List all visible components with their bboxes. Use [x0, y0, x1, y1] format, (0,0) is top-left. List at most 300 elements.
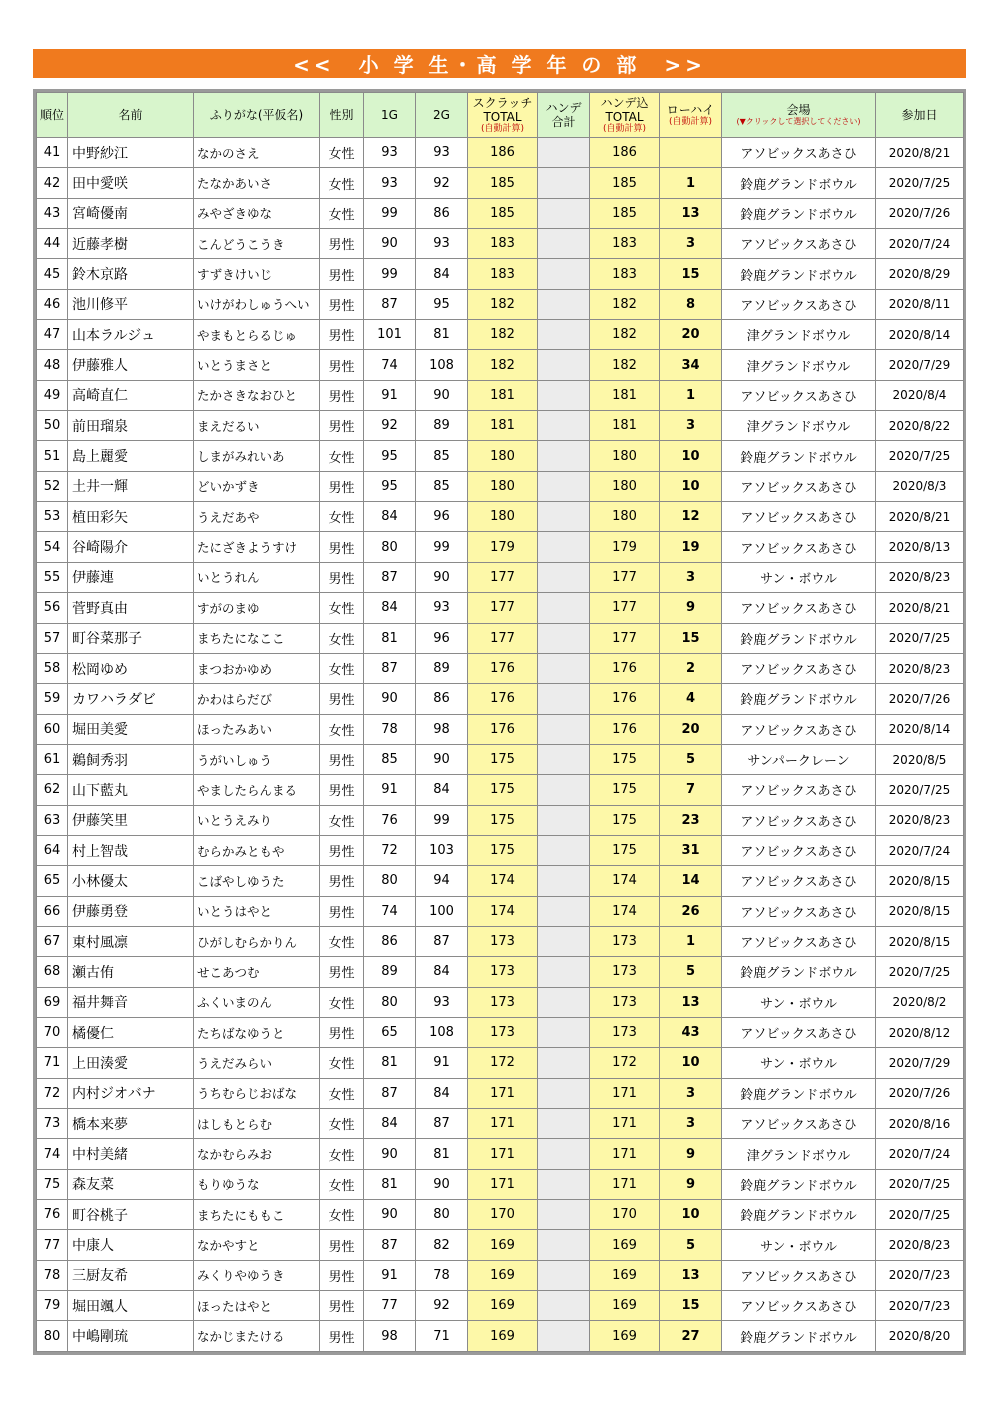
cell-lowhigh: 1	[660, 380, 722, 410]
cell-game2: 84	[416, 775, 468, 805]
cell-venue[interactable]: アソビックスあさひ	[722, 805, 876, 835]
cell-gender: 男性	[320, 411, 364, 441]
cell-venue[interactable]: 鈴鹿グランドボウル	[722, 441, 876, 471]
cell-handicap-total: 171	[590, 1078, 660, 1108]
cell-rank: 73	[37, 1109, 68, 1139]
cell-name: 町谷菜那子	[68, 623, 194, 653]
cell-rank: 60	[37, 714, 68, 744]
cell-game1: 93	[364, 138, 416, 168]
cell-venue[interactable]: 鈴鹿グランドボウル	[722, 1200, 876, 1230]
cell-handicap	[538, 744, 590, 774]
cell-name: 小林優太	[68, 866, 194, 896]
cell-gender: 男性	[320, 1260, 364, 1290]
cell-rank: 68	[37, 957, 68, 987]
cell-venue[interactable]: 津グランドボウル	[722, 411, 876, 441]
cell-rank: 77	[37, 1230, 68, 1260]
cell-rank: 80	[37, 1321, 68, 1351]
table-row	[37, 805, 964, 835]
cell-game1: 87	[364, 562, 416, 592]
cell-date: 2020/8/23	[876, 653, 964, 683]
header-game1: 1G	[364, 93, 416, 138]
table-row	[37, 957, 964, 987]
cell-scratch-total: 172	[468, 1048, 538, 1078]
cell-game1: 95	[364, 441, 416, 471]
cell-handicap	[538, 320, 590, 350]
cell-handicap-total: 180	[590, 471, 660, 501]
cell-scratch-total: 185	[468, 168, 538, 198]
cell-gender: 男性	[320, 1321, 364, 1351]
cell-handicap	[538, 1048, 590, 1078]
cell-scratch-total: 171	[468, 1169, 538, 1199]
cell-game2: 90	[416, 744, 468, 774]
cell-name: カワハラダビ	[68, 684, 194, 714]
cell-game2: 108	[416, 1017, 468, 1047]
cell-handicap-total: 172	[590, 1048, 660, 1078]
cell-venue[interactable]: アソビックスあさひ	[722, 714, 876, 744]
cell-furigana: なかじまたける	[194, 1321, 320, 1351]
cell-scratch-total: 173	[468, 1017, 538, 1047]
cell-game1: 74	[364, 350, 416, 380]
table-row	[37, 775, 964, 805]
cell-name: 村上智哉	[68, 835, 194, 865]
cell-venue[interactable]: アソビックスあさひ	[722, 1017, 876, 1047]
cell-venue[interactable]: アソビックスあさひ	[722, 532, 876, 562]
cell-lowhigh	[660, 138, 722, 168]
cell-handicap-total: 176	[590, 714, 660, 744]
cell-venue[interactable]: アソビックスあさひ	[722, 289, 876, 319]
table-row	[37, 138, 964, 168]
cell-furigana: ほったはやと	[194, 1291, 320, 1321]
cell-scratch-total: 171	[468, 1109, 538, 1139]
cell-scratch-total: 182	[468, 350, 538, 380]
cell-scratch-total: 180	[468, 502, 538, 532]
cell-date: 2020/8/16	[876, 1109, 964, 1139]
cell-lowhigh: 12	[660, 502, 722, 532]
table-row	[37, 1078, 964, 1108]
cell-game2: 86	[416, 198, 468, 228]
table-row	[37, 1230, 964, 1260]
cell-venue[interactable]: アソビックスあさひ	[722, 835, 876, 865]
cell-handicap	[538, 1017, 590, 1047]
cell-handicap	[538, 805, 590, 835]
cell-scratch-total: 174	[468, 866, 538, 896]
cell-furigana: たかさきなおひと	[194, 380, 320, 410]
cell-venue[interactable]: 鈴鹿グランドボウル	[722, 623, 876, 653]
cell-gender: 男性	[320, 229, 364, 259]
cell-rank: 78	[37, 1260, 68, 1290]
cell-handicap-total: 177	[590, 593, 660, 623]
cell-scratch-total: 176	[468, 714, 538, 744]
cell-lowhigh: 3	[660, 411, 722, 441]
cell-game1: 84	[364, 593, 416, 623]
cell-handicap-total: 169	[590, 1260, 660, 1290]
cell-gender: 女性	[320, 926, 364, 956]
cell-name: 瀬古侑	[68, 957, 194, 987]
cell-game2: 96	[416, 502, 468, 532]
cell-gender: 男性	[320, 259, 364, 289]
cell-gender: 男性	[320, 1017, 364, 1047]
cell-furigana: いとうえみり	[194, 805, 320, 835]
cell-lowhigh: 31	[660, 835, 722, 865]
table-row	[37, 684, 964, 714]
cell-furigana: うえだあや	[194, 502, 320, 532]
cell-handicap-total: 173	[590, 957, 660, 987]
cell-venue[interactable]: サン・ボウル	[722, 1230, 876, 1260]
cell-handicap-total: 173	[590, 926, 660, 956]
table-row	[37, 623, 964, 653]
cell-gender: 男性	[320, 896, 364, 926]
cell-scratch-total: 175	[468, 805, 538, 835]
cell-lowhigh: 9	[660, 1139, 722, 1169]
cell-date: 2020/7/26	[876, 198, 964, 228]
cell-venue[interactable]: アソビックスあさひ	[722, 896, 876, 926]
cell-venue[interactable]: 鈴鹿グランドボウル	[722, 957, 876, 987]
cell-scratch-total: 176	[468, 684, 538, 714]
table-row	[37, 1321, 964, 1351]
cell-venue[interactable]: 鈴鹿グランドボウル	[722, 1321, 876, 1351]
cell-rank: 59	[37, 684, 68, 714]
header-venue-note: (▼クリックして選択してください)	[736, 117, 861, 126]
cell-venue[interactable]: 鈴鹿グランドボウル	[722, 198, 876, 228]
cell-date: 2020/8/14	[876, 714, 964, 744]
cell-scratch-total: 177	[468, 623, 538, 653]
cell-name: 中嶋剛琉	[68, 1321, 194, 1351]
cell-game1: 91	[364, 380, 416, 410]
cell-furigana: まちたにももこ	[194, 1200, 320, 1230]
cell-furigana: うちむらじおばな	[194, 1078, 320, 1108]
cell-handicap	[538, 866, 590, 896]
cell-handicap	[538, 1321, 590, 1351]
cell-venue[interactable]: アソビックスあさひ	[722, 380, 876, 410]
cell-lowhigh: 2	[660, 653, 722, 683]
cell-game1: 81	[364, 1048, 416, 1078]
cell-venue[interactable]: サン・ボウル	[722, 1048, 876, 1078]
cell-venue[interactable]: サンパークレーン	[722, 744, 876, 774]
cell-lowhigh: 13	[660, 198, 722, 228]
cell-name: 三厨友希	[68, 1260, 194, 1290]
cell-lowhigh: 10	[660, 471, 722, 501]
table-row	[37, 562, 964, 592]
cell-date: 2020/7/24	[876, 835, 964, 865]
cell-name: 伊藤雅人	[68, 350, 194, 380]
cell-game2: 85	[416, 441, 468, 471]
cell-lowhigh: 13	[660, 1260, 722, 1290]
table-row	[37, 380, 964, 410]
cell-venue[interactable]: アソビックスあさひ	[722, 653, 876, 683]
cell-lowhigh: 26	[660, 896, 722, 926]
cell-game1: 90	[364, 1200, 416, 1230]
cell-venue[interactable]: 津グランドボウル	[722, 350, 876, 380]
cell-handicap-total: 177	[590, 623, 660, 653]
cell-lowhigh: 10	[660, 1200, 722, 1230]
cell-gender: 男性	[320, 1230, 364, 1260]
cell-venue[interactable]: アソビックスあさひ	[722, 1260, 876, 1290]
cell-handicap-total: 182	[590, 320, 660, 350]
cell-date: 2020/8/3	[876, 471, 964, 501]
cell-venue[interactable]: アソビックスあさひ	[722, 926, 876, 956]
cell-date: 2020/7/25	[876, 441, 964, 471]
cell-venue[interactable]: 鈴鹿グランドボウル	[722, 1169, 876, 1199]
cell-venue[interactable]: アソビックスあさひ	[722, 229, 876, 259]
cell-date: 2020/8/20	[876, 1321, 964, 1351]
cell-venue[interactable]: 鈴鹿グランドボウル	[722, 684, 876, 714]
cell-name: 森友菜	[68, 1169, 194, 1199]
cell-handicap	[538, 1078, 590, 1108]
cell-game1: 92	[364, 411, 416, 441]
cell-game2: 84	[416, 1078, 468, 1108]
cell-handicap	[538, 775, 590, 805]
cell-handicap-total: 175	[590, 775, 660, 805]
cell-name: 東村風凛	[68, 926, 194, 956]
cell-game1: 80	[364, 987, 416, 1017]
cell-scratch-total: 179	[468, 532, 538, 562]
cell-furigana: みやざきゆな	[194, 198, 320, 228]
cell-venue[interactable]: アソビックスあさひ	[722, 775, 876, 805]
cell-game2: 108	[416, 350, 468, 380]
cell-venue[interactable]: 鈴鹿グランドボウル	[722, 168, 876, 198]
cell-venue[interactable]: 鈴鹿グランドボウル	[722, 1078, 876, 1108]
cell-rank: 67	[37, 926, 68, 956]
cell-handicap	[538, 289, 590, 319]
cell-handicap	[538, 1109, 590, 1139]
cell-game1: 99	[364, 198, 416, 228]
cell-handicap	[538, 714, 590, 744]
table-row	[37, 896, 964, 926]
cell-handicap	[538, 684, 590, 714]
cell-scratch-total: 175	[468, 744, 538, 774]
cell-handicap-total: 174	[590, 896, 660, 926]
cell-game1: 76	[364, 805, 416, 835]
cell-name: 橘優仁	[68, 1017, 194, 1047]
cell-game1: 90	[364, 684, 416, 714]
cell-rank: 58	[37, 653, 68, 683]
cell-game2: 92	[416, 1291, 468, 1321]
cell-rank: 65	[37, 866, 68, 896]
cell-name: 宮崎優南	[68, 198, 194, 228]
cell-date: 2020/8/14	[876, 320, 964, 350]
cell-venue[interactable]: アソビックスあさひ	[722, 1109, 876, 1139]
cell-game2: 89	[416, 653, 468, 683]
cell-furigana: ふくいまのん	[194, 987, 320, 1017]
cell-venue[interactable]: 津グランドボウル	[722, 320, 876, 350]
cell-game2: 87	[416, 926, 468, 956]
table-row	[37, 1139, 964, 1169]
cell-handicap-total: 171	[590, 1169, 660, 1199]
cell-lowhigh: 3	[660, 562, 722, 592]
cell-scratch-total: 173	[468, 926, 538, 956]
cell-handicap-total: 171	[590, 1139, 660, 1169]
cell-date: 2020/7/25	[876, 623, 964, 653]
cell-name: 山下藍丸	[68, 775, 194, 805]
cell-furigana: もりゆうな	[194, 1169, 320, 1199]
table-row	[37, 1017, 964, 1047]
cell-name: 菅野真由	[68, 593, 194, 623]
cell-furigana: たちばなゆうと	[194, 1017, 320, 1047]
cell-game1: 86	[364, 926, 416, 956]
cell-gender: 女性	[320, 593, 364, 623]
cell-game2: 90	[416, 562, 468, 592]
cell-handicap-total: 180	[590, 502, 660, 532]
cell-venue[interactable]: アソビックスあさひ	[722, 502, 876, 532]
cell-gender: 男性	[320, 775, 364, 805]
cell-game2: 99	[416, 805, 468, 835]
cell-gender: 男性	[320, 471, 364, 501]
cell-handicap	[538, 502, 590, 532]
cell-furigana: なかやすと	[194, 1230, 320, 1260]
cell-furigana: せこあつむ	[194, 957, 320, 987]
cell-game2: 99	[416, 532, 468, 562]
cell-gender: 女性	[320, 714, 364, 744]
table-row	[37, 320, 964, 350]
table-row	[37, 1169, 964, 1199]
cell-game2: 81	[416, 1139, 468, 1169]
cell-date: 2020/7/23	[876, 1260, 964, 1290]
header-handicap-total	[590, 93, 660, 138]
cell-game1: 101	[364, 320, 416, 350]
cell-handicap-total: 176	[590, 684, 660, 714]
cell-scratch-total: 181	[468, 380, 538, 410]
cell-lowhigh: 3	[660, 1109, 722, 1139]
cell-furigana: まえだるい	[194, 411, 320, 441]
cell-game1: 95	[364, 471, 416, 501]
cell-furigana: すずきけいじ	[194, 259, 320, 289]
cell-gender: 男性	[320, 562, 364, 592]
cell-furigana: すがのまゆ	[194, 593, 320, 623]
cell-furigana: どいかずき	[194, 471, 320, 501]
cell-rank: 55	[37, 562, 68, 592]
cell-gender: 男性	[320, 835, 364, 865]
cell-furigana: たなかあいさ	[194, 168, 320, 198]
cell-venue[interactable]: アソビックスあさひ	[722, 866, 876, 896]
cell-scratch-total: 169	[468, 1260, 538, 1290]
cell-name: 伊藤勇登	[68, 896, 194, 926]
cell-venue[interactable]: アソビックスあさひ	[722, 593, 876, 623]
cell-gender: 男性	[320, 1291, 364, 1321]
cell-scratch-total: 169	[468, 1230, 538, 1260]
cell-gender: 女性	[320, 1169, 364, 1199]
cell-handicap-total: 181	[590, 380, 660, 410]
cell-handicap	[538, 593, 590, 623]
cell-game1: 87	[364, 1078, 416, 1108]
cell-handicap	[538, 532, 590, 562]
cell-furigana: うえだみらい	[194, 1048, 320, 1078]
cell-game2: 78	[416, 1260, 468, 1290]
cell-furigana: かわはらだび	[194, 684, 320, 714]
cell-rank: 52	[37, 471, 68, 501]
cell-game2: 90	[416, 1169, 468, 1199]
cell-date: 2020/8/15	[876, 896, 964, 926]
header-hd-total-label: ハンデ込	[600, 96, 649, 110]
cell-lowhigh: 1	[660, 926, 722, 956]
cell-game2: 82	[416, 1230, 468, 1260]
header-lowhigh-note: (自動計算)	[668, 117, 713, 127]
cell-game2: 71	[416, 1321, 468, 1351]
cell-rank: 74	[37, 1139, 68, 1169]
cell-furigana: こばやしゆうた	[194, 866, 320, 896]
cell-scratch-total: 182	[468, 289, 538, 319]
header-handicap-sum-label: 合計	[551, 115, 576, 129]
cell-handicap	[538, 926, 590, 956]
results-table-container	[33, 89, 966, 1355]
cell-venue[interactable]: サン・ボウル	[722, 987, 876, 1017]
cell-rank: 69	[37, 987, 68, 1017]
cell-handicap	[538, 896, 590, 926]
cell-game2: 103	[416, 835, 468, 865]
table-row	[37, 714, 964, 744]
cell-gender: 男性	[320, 532, 364, 562]
header-scratch-total-label: TOTAL	[483, 110, 522, 124]
cell-scratch-total: 182	[468, 320, 538, 350]
cell-handicap	[538, 411, 590, 441]
cell-gender: 女性	[320, 168, 364, 198]
cell-date: 2020/8/23	[876, 562, 964, 592]
cell-gender: 女性	[320, 198, 364, 228]
cell-handicap	[538, 259, 590, 289]
header-game2: 2G	[416, 93, 468, 138]
cell-rank: 49	[37, 380, 68, 410]
cell-name: 上田湊愛	[68, 1048, 194, 1078]
cell-game2: 87	[416, 1109, 468, 1139]
table-header-row	[37, 93, 964, 138]
cell-handicap-total: 169	[590, 1230, 660, 1260]
header-lowhigh	[660, 93, 722, 138]
cell-venue[interactable]: アソビックスあさひ	[722, 138, 876, 168]
cell-date: 2020/8/4	[876, 380, 964, 410]
cell-furigana: なかのさえ	[194, 138, 320, 168]
cell-handicap	[538, 1169, 590, 1199]
cell-name: 松岡ゆめ	[68, 653, 194, 683]
cell-date: 2020/7/29	[876, 1048, 964, 1078]
cell-date: 2020/8/11	[876, 289, 964, 319]
header-rank: 順位	[37, 93, 68, 138]
cell-venue[interactable]: アソビックスあさひ	[722, 471, 876, 501]
cell-name: 伊藤連	[68, 562, 194, 592]
cell-gender: 男性	[320, 350, 364, 380]
cell-scratch-total: 180	[468, 441, 538, 471]
cell-scratch-total: 175	[468, 835, 538, 865]
cell-game1: 84	[364, 502, 416, 532]
cell-handicap-total: 185	[590, 198, 660, 228]
cell-date: 2020/7/25	[876, 1169, 964, 1199]
cell-venue[interactable]: サン・ボウル	[722, 562, 876, 592]
cell-rank: 62	[37, 775, 68, 805]
cell-handicap	[538, 987, 590, 1017]
cell-furigana: たにざきようすけ	[194, 532, 320, 562]
cell-venue[interactable]: アソビックスあさひ	[722, 1291, 876, 1321]
cell-lowhigh: 4	[660, 684, 722, 714]
cell-lowhigh: 3	[660, 229, 722, 259]
cell-date: 2020/8/13	[876, 532, 964, 562]
cell-furigana: ひがしむらかりん	[194, 926, 320, 956]
cell-name: 田中愛咲	[68, 168, 194, 198]
cell-date: 2020/7/25	[876, 168, 964, 198]
cell-lowhigh: 9	[660, 593, 722, 623]
cell-game2: 93	[416, 593, 468, 623]
cell-handicap	[538, 835, 590, 865]
cell-handicap	[538, 1230, 590, 1260]
cell-venue[interactable]: 鈴鹿グランドボウル	[722, 259, 876, 289]
cell-handicap-total: 170	[590, 1200, 660, 1230]
cell-handicap-total: 183	[590, 229, 660, 259]
table-row	[37, 350, 964, 380]
cell-scratch-total: 173	[468, 957, 538, 987]
cell-rank: 66	[37, 896, 68, 926]
cell-handicap	[538, 350, 590, 380]
cell-venue[interactable]: 津グランドボウル	[722, 1139, 876, 1169]
cell-date: 2020/7/25	[876, 775, 964, 805]
cell-rank: 72	[37, 1078, 68, 1108]
cell-rank: 50	[37, 411, 68, 441]
